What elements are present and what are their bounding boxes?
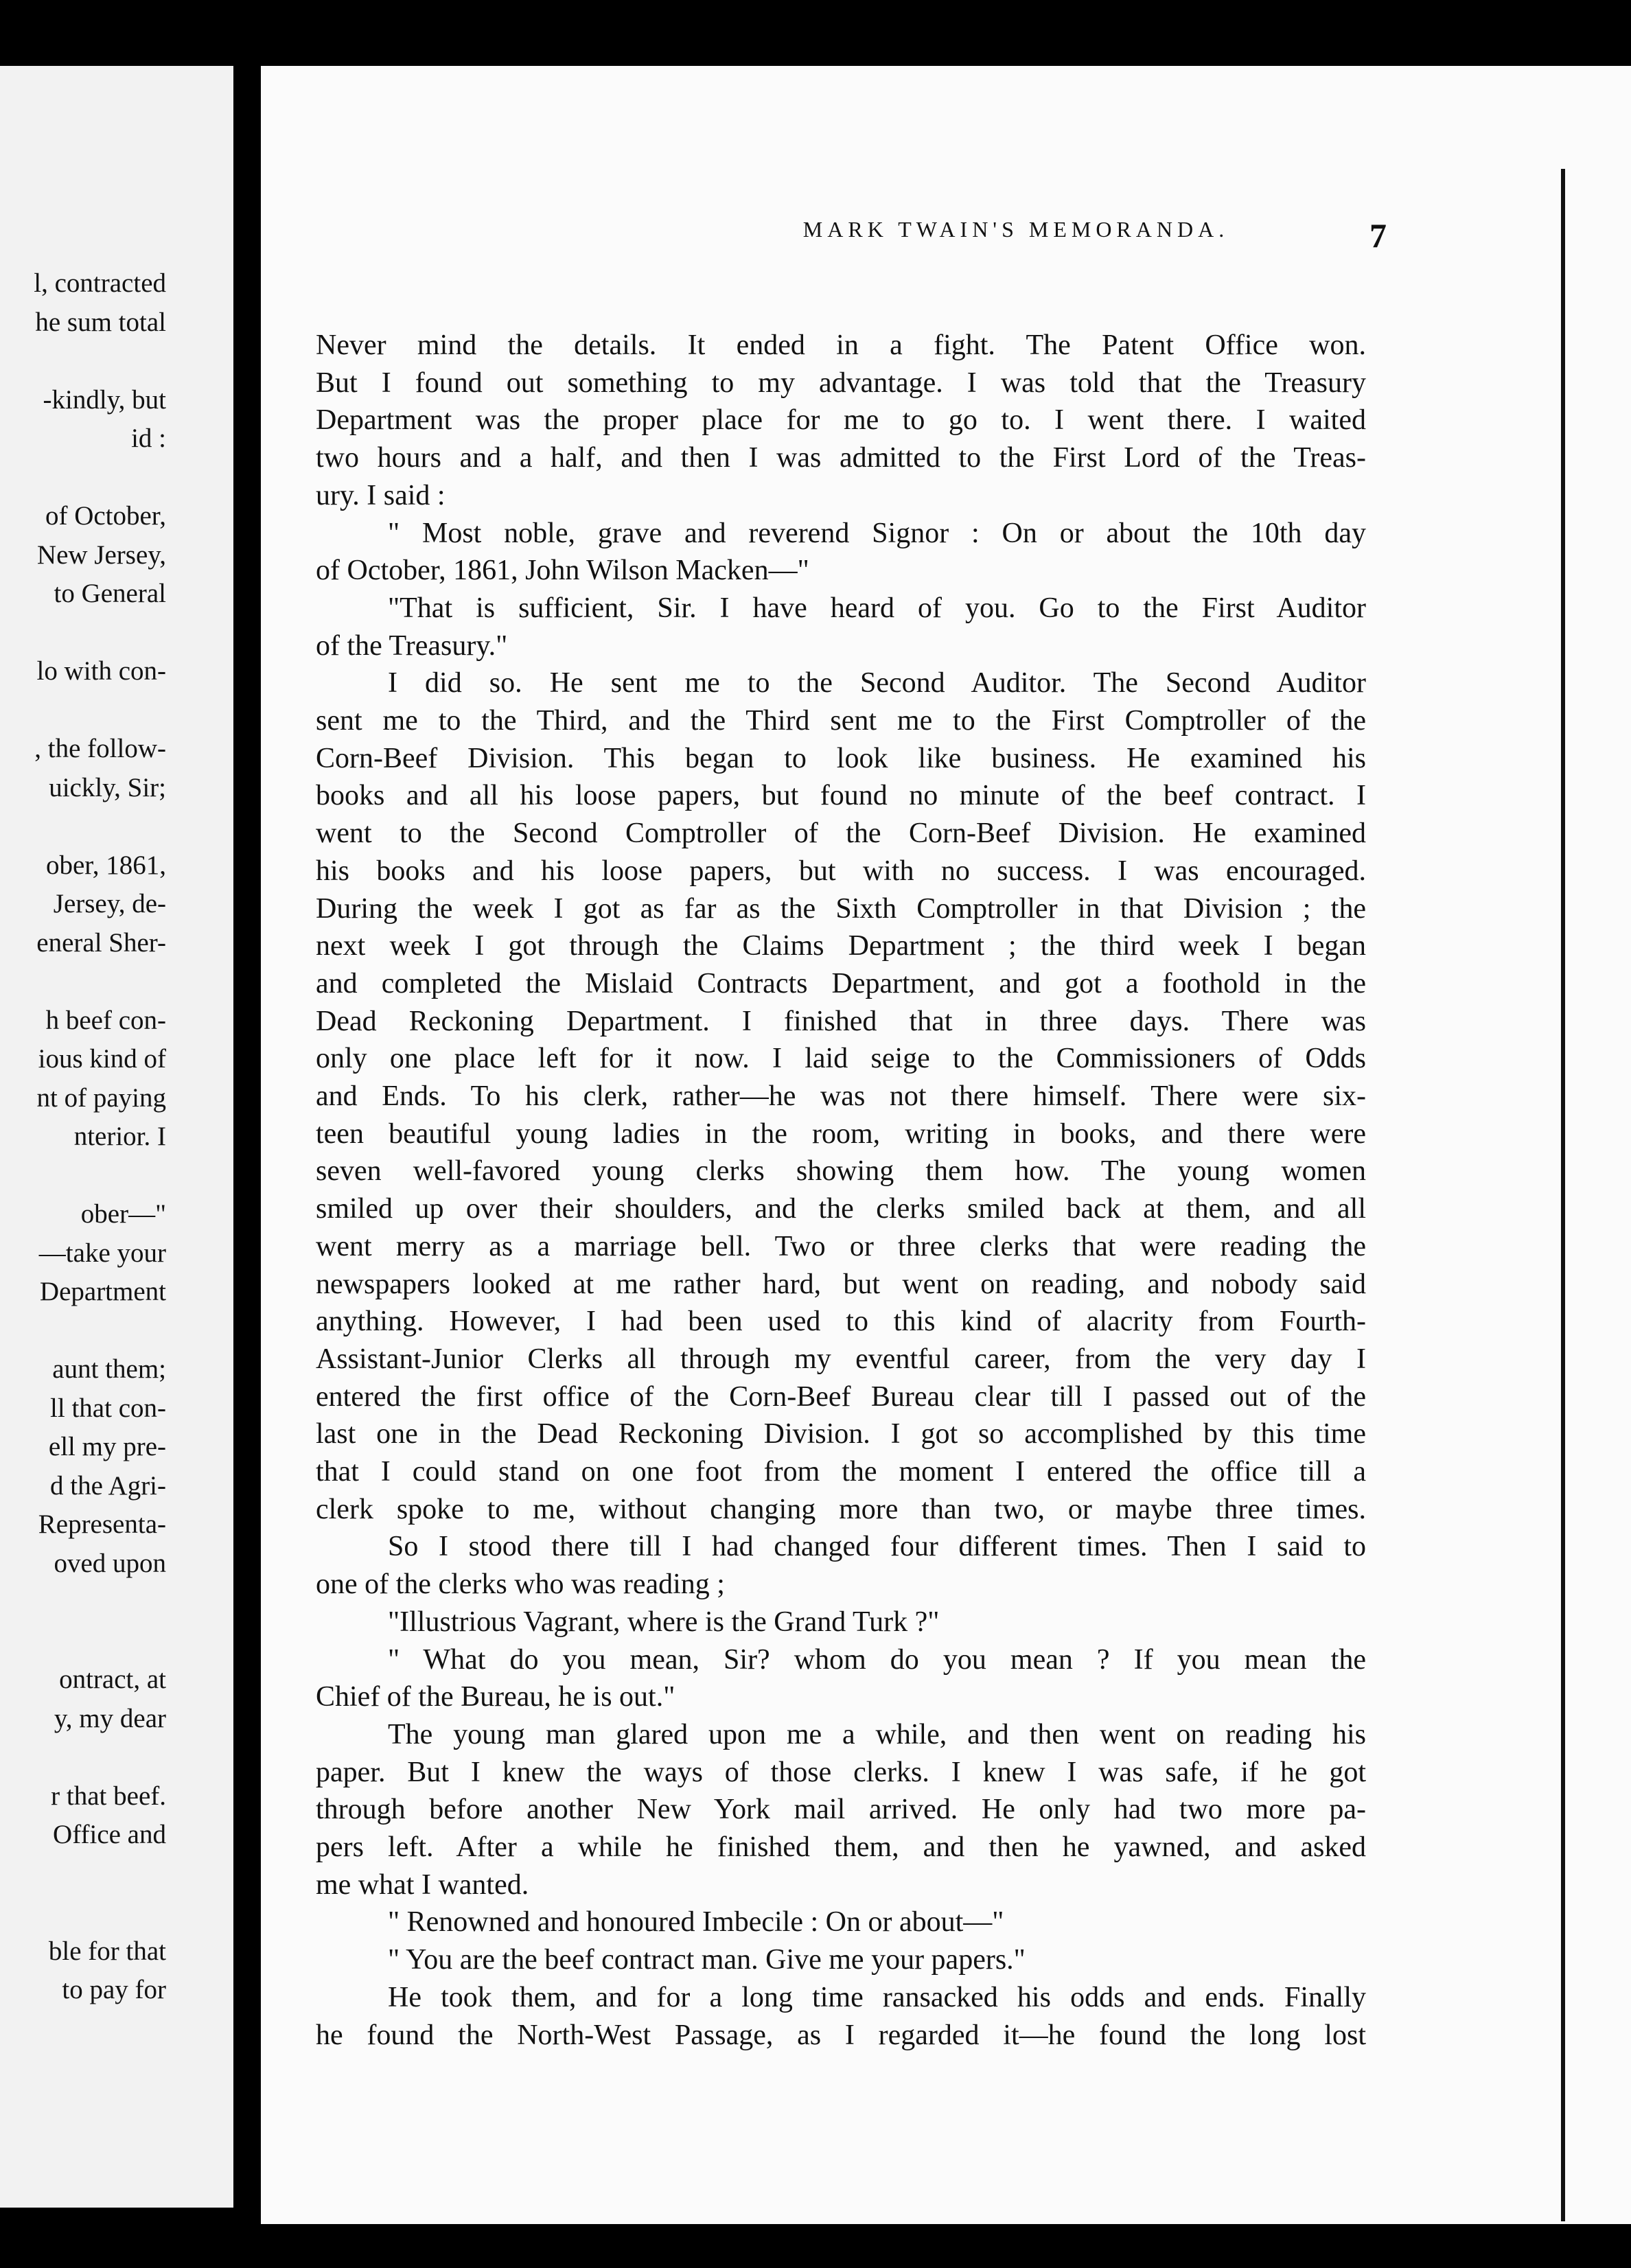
left-page-line: ble for that <box>48 1936 166 1966</box>
text-line: only one place left for it now. I laid seige to the Commissioners of Odds <box>316 1043 1366 1075</box>
text-line: teen beautiful young ladies in the room, writing in books, and there were <box>316 1118 1366 1150</box>
text-line: During the week I got as far as the Sixth Comptroller in that Division ; the <box>316 892 1366 925</box>
text-line: went to the Second Comptroller of the Corn-Beef Division. He examined <box>316 818 1366 850</box>
left-page-line: l, contracted <box>34 268 166 298</box>
text-line: of the Treasury." <box>316 629 508 662</box>
text-line: pers left. After a while he finished them, and then he yawned, and asked <box>316 1831 1366 1863</box>
text-line: So I stood there till I had changed four different times. Then I said to <box>388 1531 1366 1563</box>
text-line: and Ends. To his clerk, rather—he was not there himself. There were six- <box>316 1080 1366 1112</box>
text-line: through before another New York mail arrived. He only had two more pa- <box>316 1794 1366 1826</box>
left-page-line: Jersey, de- <box>53 889 166 918</box>
text-line: that I could stand on one foot from the moment I entered the office till a <box>316 1456 1366 1488</box>
text-line: Corn-Beef Division. This began to look like business. He examined his <box>316 742 1366 774</box>
left-page-line: uickly, Sir; <box>49 772 166 802</box>
left-page-line: ober, 1861, <box>46 850 166 880</box>
text-line: Department was the proper place for me to go to. I went there. I waited <box>316 404 1366 437</box>
page-number: 7 <box>1369 216 1387 255</box>
text-line: smiled up over their shoulders, and the clerks smiled back at them, and all <box>316 1193 1366 1225</box>
text-line: Dead Reckoning Department. I finished that in three days. There was <box>316 1005 1366 1037</box>
left-page-line: ll that con- <box>50 1393 166 1423</box>
text-line: newspapers looked at me rather hard, but went on reading, and nobody said <box>316 1268 1366 1300</box>
text-line: He took them, and for a long time ransacked his odds and ends. Finally <box>388 1981 1366 2013</box>
left-page-line: ober—" <box>80 1199 166 1229</box>
text-line: "Illustrious Vagrant, where is the Grand Turk ?" <box>388 1606 940 1638</box>
text-line: his books and his loose papers, but with no success. I was encouraged. <box>316 855 1366 887</box>
text-line: last one in the Dead Reckoning Division. I got so accomplished by this time <box>316 1418 1366 1450</box>
text-line: " What do you mean, Sir? whom do you mean ? If you mean the <box>388 1643 1366 1676</box>
left-page-line: r that beef. <box>51 1781 166 1811</box>
text-line: paper. But I knew the ways of those clerks. I knew I was safe, if he got <box>316 1756 1366 1788</box>
text-line: clerk spoke to me, without changing more than two, or maybe three times. <box>316 1493 1366 1525</box>
text-line: anything. However, I had been used to this kind of alacrity from Fourth- <box>316 1306 1366 1338</box>
text-line: Chief of the Bureau, he is out." <box>316 1681 675 1713</box>
left-page-line: lo with con- <box>36 656 166 686</box>
left-page-line: ious kind of <box>38 1044 166 1074</box>
left-page-line: nterior. I <box>73 1122 166 1151</box>
left-page-line: he sum total <box>35 307 166 337</box>
left-page-line: to pay for <box>62 1975 166 2004</box>
text-line: one of the clerks who was reading ; <box>316 1569 725 1601</box>
text-line: Assistant-Junior Clerks all through my eventful career, from the very day I <box>316 1343 1366 1375</box>
text-line: " You are the beef contract man. Give me your papers." <box>388 1944 1026 1976</box>
left-page-line: Office and <box>53 1820 166 1849</box>
text-line: " Most noble, grave and reverend Signor : On or about the 10th day <box>388 517 1366 549</box>
page-edge-line <box>1561 169 1565 2221</box>
left-page-line: New Jersey, <box>36 540 166 570</box>
text-line: seven well-favored young clerks showing them how. The young women <box>316 1155 1366 1188</box>
bottom-margin <box>0 2224 1631 2268</box>
left-page-line: oved upon <box>54 1548 166 1578</box>
text-line: But I found out something to my advantage. I was told that the Treasury <box>316 367 1366 399</box>
left-page-line: Representa- <box>38 1509 166 1539</box>
text-line: I did so. He sent me to the Second Auditor. The Second Auditor <box>388 667 1366 699</box>
text-line: and completed the Mislaid Contracts Department, and got a foothold in the <box>316 967 1366 999</box>
left-page-line: —take your <box>38 1238 166 1268</box>
left-page-line: eneral Sher- <box>36 927 166 958</box>
main-page <box>261 66 1631 2224</box>
left-page-line: -kindly, but <box>43 384 166 415</box>
text-line: went merry as a marriage bell. Two or three clerks that were reading the <box>316 1230 1366 1262</box>
text-line: sent me to the Third, and the Third sent me to the First Comptroller of the <box>316 705 1366 737</box>
text-line: me what I wanted. <box>316 1868 529 1901</box>
text-line: next week I got through the Claims Department ; the third week I began <box>316 930 1366 962</box>
text-line: ury. I said : <box>316 479 446 511</box>
left-page-line: d the Agri- <box>50 1470 166 1501</box>
left-page-line: , the follow- <box>34 734 166 763</box>
left-page-line: to General <box>54 579 166 608</box>
left-page-fragment <box>0 66 233 2208</box>
text-line: The young man glared upon me a while, and then went on reading his <box>388 1718 1366 1750</box>
left-page-line: y, my dear <box>54 1703 166 1733</box>
text-line: entered the first office of the Corn-Beef Bureau clear till I passed out of the <box>316 1380 1366 1413</box>
left-page-line: ontract, at <box>59 1665 166 1694</box>
left-page-line: aunt them; <box>52 1354 166 1384</box>
text-line: books and all his loose papers, but found no minute of the beef contract. I <box>316 780 1366 812</box>
running-head: MARK TWAIN'S MEMORANDA. <box>802 217 1229 242</box>
book-spine <box>233 66 261 2208</box>
text-line: he found the North-West Passage, as I regarded it—he found the long lost <box>316 2019 1366 2051</box>
text-line: "That is sufficient, Sir. I have heard of you. Go to the First Auditor <box>388 592 1366 624</box>
text-line: " Renowned and honoured Imbecile : On or about—" <box>388 1906 1004 1939</box>
left-page-line: id : <box>131 424 166 453</box>
text-line: two hours and a half, and then I was admitted to the First Lord of the Treas- <box>316 442 1366 474</box>
left-page-line: nt of paying <box>36 1083 166 1113</box>
left-page-line: Department <box>39 1277 166 1306</box>
text-line: Never mind the details. It ended in a fight. The Patent Office won. <box>316 329 1366 361</box>
text-line: of October, 1861, John Wilson Macken—" <box>316 555 809 587</box>
left-page-line: h beef con- <box>45 1005 166 1035</box>
left-page-line: of October, <box>45 501 166 531</box>
left-page-line: ell my pre- <box>48 1432 166 1461</box>
